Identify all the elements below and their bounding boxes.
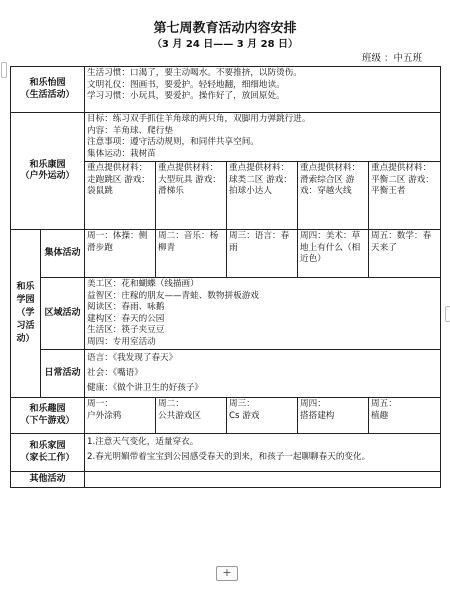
group-activity-label: 集体活动 xyxy=(41,230,85,278)
play-label: 和乐趣园 （下午游戏） xyxy=(11,398,85,434)
home-content xyxy=(85,434,441,472)
page-title: 第七周教育活动内容安排 xyxy=(153,21,297,36)
area-line: 阅读区：春雨、咏鹅 xyxy=(87,302,165,312)
play-cell: 周二： 公共游戏区 xyxy=(156,398,227,434)
date-range: （3 月 24 日—— 3 月 28 日） xyxy=(151,39,299,50)
area-activity-content xyxy=(85,278,441,350)
other-content xyxy=(85,472,441,488)
outdoor-cell: 重点提供材料：平衡二区 游戏：平衡王者 xyxy=(369,162,441,230)
outdoor-line: 注意事项：遵守活动规则，和同伴共享空间。 xyxy=(87,137,259,147)
group-activity-cell: 周二：音乐：杨柳青 xyxy=(156,230,227,278)
outdoor-content xyxy=(85,113,441,162)
left-edge-handle[interactable] xyxy=(1,62,7,78)
other-row xyxy=(11,472,441,488)
home-row xyxy=(11,434,441,472)
group-activity-cell: 周三：语言：春雨 xyxy=(227,230,298,278)
life-row xyxy=(11,67,441,113)
area-line: 生活区：筷子夹豆豆 xyxy=(87,325,165,335)
life-line: 文明礼仪：图画书，要爱护。轻轻地翻，细细地读。 xyxy=(87,79,285,90)
learning-label: 和乐学园（学习活动） xyxy=(11,230,41,398)
learning-area-row xyxy=(11,278,441,350)
outdoor-label: 和乐康园 （户外运动） xyxy=(11,113,85,230)
daily-activity-content xyxy=(85,350,441,398)
play-cell: 周五： 植趣 xyxy=(369,398,441,434)
area-line: 建构区：春天的公园 xyxy=(87,313,165,324)
daily-line: 语言：《我发现了春天》 xyxy=(87,353,178,363)
daily-line: 社会：《嘴语》 xyxy=(87,368,143,378)
outdoor-cell: 重点提供材料：大型玩具 游戏：滑梯乐 xyxy=(156,162,227,230)
outdoor-cell: 重点提供材料：走跑跳区 游戏：袋鼠跳 xyxy=(85,162,156,230)
home-label: 和乐家园 （家长工作） xyxy=(11,434,85,472)
play-cell: 周三： Cs 游戏 xyxy=(227,398,298,434)
outdoor-cell: 重点提供材料：滑索综合区 游戏：穿越火线 xyxy=(298,162,369,230)
outdoor-cell: 重点提供材料：球类二区 游戏：拍球小达人 xyxy=(227,162,298,230)
group-activity-cell: 周五：数学：春天来了 xyxy=(369,230,441,278)
outdoor-line: 目标：练习双手抓住羊角球的两只角，双脚用力弹跳行进。 xyxy=(87,114,311,124)
life-content xyxy=(85,67,441,113)
daily-line: 健康：《做个讲卫生的好孩子》 xyxy=(87,383,204,393)
daily-activity-label: 日常活动 xyxy=(41,350,85,398)
document-page xyxy=(10,20,440,488)
area-line: 周四：专用室活动 xyxy=(87,336,156,347)
group-activity-cell: 周一：体操：侧滑步跑 xyxy=(85,230,156,278)
life-line: 生活习惯：口渴了，要主动喝水。不要推挤，以防烫伤。 xyxy=(87,68,302,78)
outdoor-line: 集体运动：栽树苗 xyxy=(87,148,156,159)
life-line: 学习习惯：小玩具，要爱护。操作好了，放回原处。 xyxy=(87,91,285,101)
other-label: 其他活动 xyxy=(11,472,85,488)
area-activity-label: 区域活动 xyxy=(41,278,85,350)
area-line: 益智区：庄稼的朋友——青蛙、数物拼板游戏 xyxy=(87,290,259,301)
learning-daily-row xyxy=(11,350,441,398)
class-label: 班级 ：中五班 xyxy=(361,53,422,64)
right-edge-handle[interactable] xyxy=(445,306,450,322)
group-activity-cell: 周四：美术：草地上有什么（相近色） xyxy=(298,230,369,278)
play-cell: 周一： 户外涂鸦 xyxy=(85,398,156,434)
add-page-button[interactable]: + xyxy=(216,566,238,581)
life-label: 和乐怡园 （生活活动） xyxy=(11,67,85,113)
home-line: 1.注意天气变化，适量穿衣。 xyxy=(87,437,199,447)
play-row xyxy=(11,398,441,434)
area-line: 美工区：花和蝴蝶（线描画） xyxy=(87,279,199,289)
home-line: 2.春光明媚带着宝宝到公园感受春天的到来，和孩子一起聊聊春天的变化。 xyxy=(87,452,371,462)
play-cell: 周四： 搭搭建构 xyxy=(298,398,369,434)
outdoor-line: 内容：羊角球、爬行垫 xyxy=(87,125,173,136)
learning-group-row xyxy=(11,230,441,278)
schedule-table xyxy=(10,66,441,488)
outdoor-row xyxy=(11,113,441,162)
